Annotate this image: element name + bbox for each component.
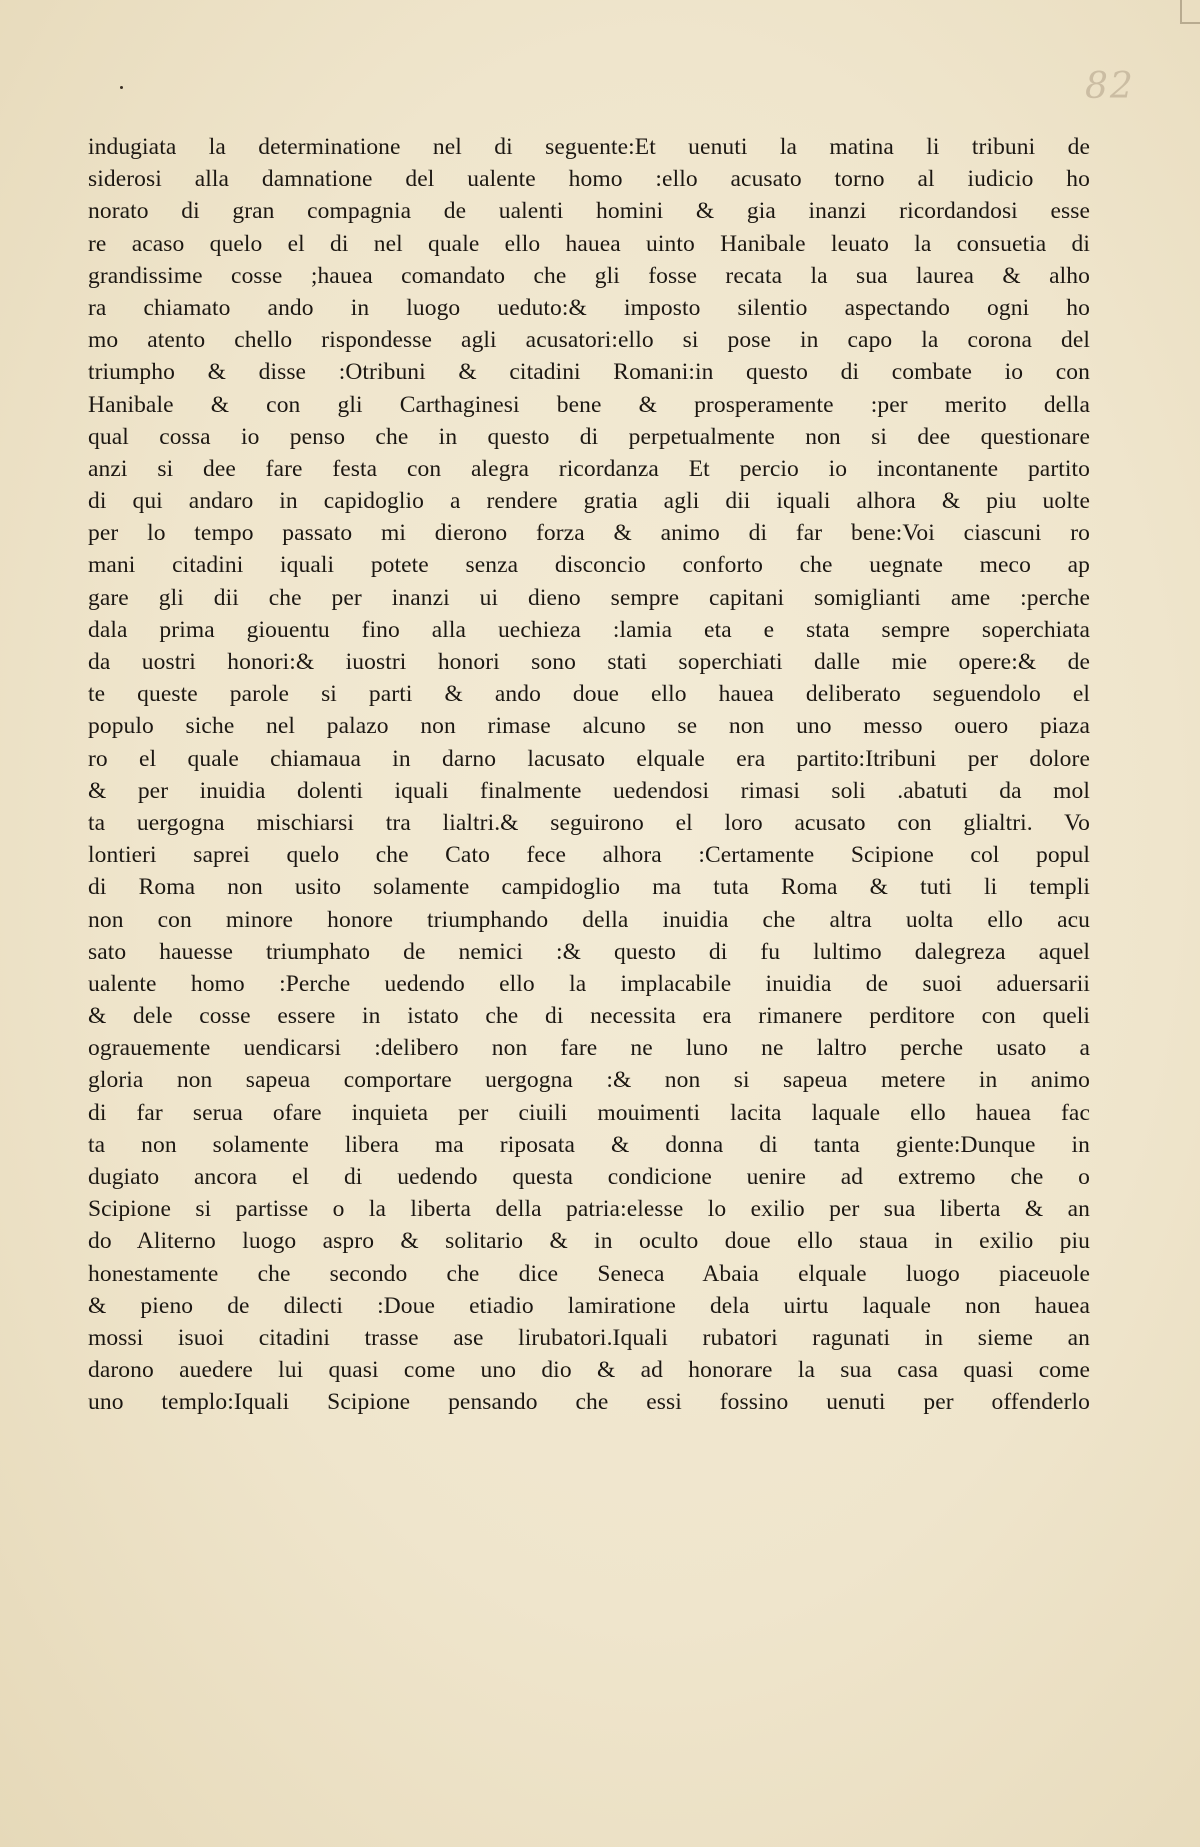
text-line: Hanibale & con gli Carthaginesi bene & prosperamente :per merito della: [88, 391, 1090, 418]
text-line: di far serua ofare inquieta per ciuili mouimenti lacita laquale ello hauea fac: [88, 1099, 1090, 1126]
text-line: non con minore honore triumphando della inuidia che altra uolta ello acu: [88, 906, 1090, 933]
text-line: norato di gran compagnia de ualenti homini & gia inanzi ricordandosi esse: [88, 198, 1090, 225]
text-line: gare gli dii che per inanzi ui dieno sempre capitani somiglianti ame :perche: [88, 584, 1090, 611]
text-line: & per inuidia dolenti iquali finalmente uedendosi rimasi soli .abatuti da mol: [88, 777, 1090, 804]
text-block: [88, 131, 1090, 1419]
text-line: mani citadini iquali potete senza disconcio conforto che uegnate meco ap: [88, 552, 1090, 579]
folio-number: 82: [1085, 66, 1135, 107]
text-line: anzi si dee fare festa con alegra ricordanza Et percio io incontanente partito: [88, 455, 1090, 482]
text-line: indugiata la determinatione nel di seguente:Et uenuti la matina li tribuni de: [88, 134, 1090, 160]
text-line: triumpho & disse :Otribuni & citadini Romani:in questo di combate io con: [88, 359, 1090, 386]
text-line: do Aliterno luogo aspro & solitario & in oculto doue ello staua in exilio piu: [88, 1228, 1090, 1255]
text-line: populo siche nel palazo non rimase alcuno se non uno messo ouero piaza: [88, 713, 1090, 740]
text-line: ualente homo :Perche uedendo ello la implacabile inuidia de suoi aduersarii: [88, 970, 1090, 997]
text-line: dala prima giouentu fino alla uechieza :lamia eta e stata sempre soperchiata: [88, 616, 1090, 643]
page-edge-mark: [1180, 0, 1200, 24]
text-line: ograuemente uendicarsi :delibero non fare ne luno ne laltro perche usato a: [88, 1035, 1090, 1062]
text-line: re acaso quelo el di nel quale ello hauea uinto Hanibale leuato la consuetia di: [88, 230, 1090, 257]
text-line: ta uergogna mischiarsi tra lialtri.& seguirono el loro acusato con glialtri. Vo: [88, 809, 1090, 836]
text-line: te queste parole si parti & ando doue ello hauea deliberato seguendolo el: [88, 681, 1090, 708]
text-line: ta non solamente libera ma riposata & donna di tanta giente:Dunque in: [88, 1131, 1090, 1158]
text-line: ro el quale chiamaua in darno lacusato elquale era partito:Itribuni per dolore: [88, 745, 1090, 772]
text-line: grandissime cosse ;hauea comandato che gli fosse recata la sua laurea & alho: [88, 262, 1090, 289]
text-line: mo atento chello rispondesse agli acusatori:ello si pose in capo la corona del: [88, 327, 1090, 354]
text-line: lontieri saprei quelo che Cato fece alhora :Certamente Scipione col popul: [88, 842, 1090, 869]
text-line: & pieno de dilecti :Doue etiadio lamiratione dela uirtu laquale non hauea: [88, 1292, 1090, 1319]
text-line: ra chiamato ando in luogo ueduto:& imposto silentio aspectando ogni ho: [88, 294, 1090, 321]
text-line: mossi isuoi citadini trasse ase lirubatori.Iquali rubatori ragunati in sieme an: [88, 1324, 1090, 1351]
text-line: & dele cosse essere in istato che di necessita era rimanere perditore con queli: [88, 1003, 1090, 1030]
text-line: per lo tempo passato mi dierono forza & animo di far bene:Voi ciascuni ro: [88, 520, 1090, 547]
text-line: uno templo:Iquali Scipione pensando che essi fossino uenuti per offenderlo: [88, 1389, 1090, 1416]
text-line: qual cossa io penso che in questo di perpetualmente non si dee questionare: [88, 423, 1090, 450]
text-line: Scipione si partisse o la liberta della patria:elesse lo exilio per sua liberta & an: [88, 1196, 1090, 1223]
text-line: di qui andaro in capidoglio a rendere gratia agli dii iquali alhora & piu uolte: [88, 488, 1090, 515]
text-line: darono auedere lui quasi come uno dio & ad honorare la sua casa quasi come: [88, 1357, 1090, 1384]
text-line: siderosi alla damnatione del ualente homo :ello acusato torno al iudicio ho: [88, 166, 1090, 193]
text-line: dugiato ancora el di uedendo questa condicione uenire ad extremo che o: [88, 1164, 1090, 1190]
text-line: di Roma non usito solamente campidoglio ma tuta Roma & tuti li templi: [88, 874, 1090, 901]
text-line: gloria non sapeua comportare uergogna :& non si sapeua metere in animo: [88, 1067, 1090, 1094]
text-line: honestamente che secondo che dice Seneca Abaia elquale luogo piaceuole: [88, 1260, 1090, 1287]
ink-dot: [120, 86, 123, 89]
text-line: sato hauesse triumphato de nemici :& questo di fu lultimo dalegreza aquel: [88, 938, 1090, 965]
text-line: da uostri honori:& iuostri honori sono stati soperchiati dalle mie opere:& de: [88, 649, 1090, 675]
